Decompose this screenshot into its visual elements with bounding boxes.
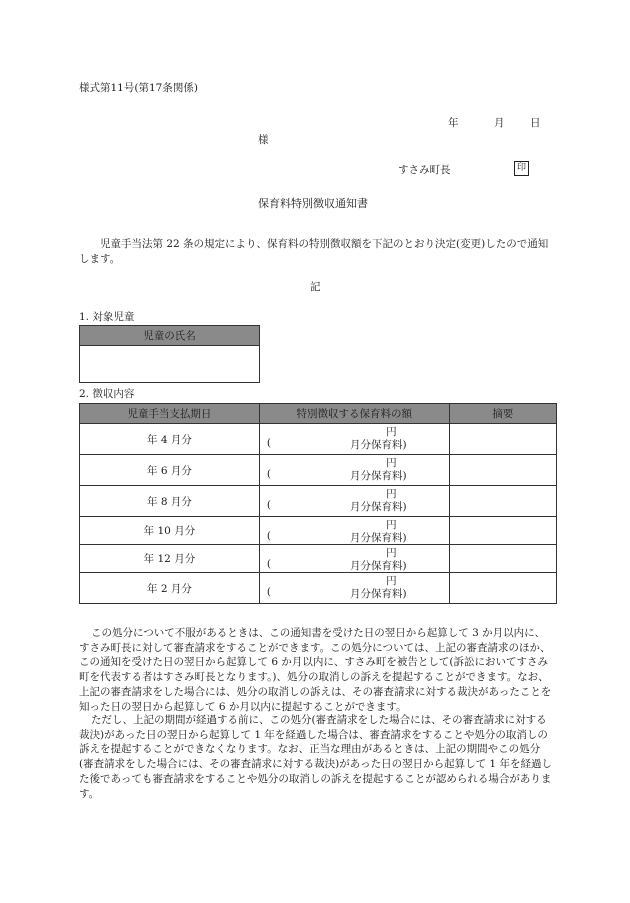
date-year-label: 年	[448, 117, 459, 129]
amount-cell[interactable]	[259, 573, 449, 604]
month-cell: 年 10 月分	[80, 517, 260, 545]
month-cell: 年 6 月分	[80, 455, 260, 486]
open-paren: (	[266, 586, 271, 598]
child-name-cell[interactable]	[80, 346, 260, 383]
month-fee-label: 月分保育料)	[350, 439, 407, 451]
open-paren: (	[266, 468, 271, 480]
month-cell: 年 8 月分	[80, 486, 260, 517]
amount-cell[interactable]	[259, 424, 449, 455]
yen-unit: 円	[386, 426, 397, 438]
col-amount: 特別徴収する保育料の額	[259, 404, 449, 424]
month-fee-label: 月分保育料)	[350, 532, 407, 544]
section1-heading: 1. 対象児童	[79, 311, 135, 323]
month-cell: 年 12 月分	[80, 545, 260, 573]
month-cell: 年 2 月分	[80, 573, 260, 604]
open-paren: (	[266, 530, 271, 542]
amount-cell[interactable]	[259, 486, 449, 517]
yen-unit: 円	[386, 488, 397, 500]
month-fee-label: 月分保育料)	[350, 560, 407, 572]
appeal-notice-paragraph: この処分について不服があるときは、この通知書を受けた日の翌日から起算して 3 か月以内に、すさみ町長に対して審査請求をすることができます。この処分については、上記の審査請求のほか、この通知を受けた日の翌日から起算して 6 か月以内に、すさみ町を被告として(訴訟においてすさみ町を代表する者はすさみ町長となります。)、処分の取消しの訴えを提起することができます。なお、上記の審査請求をした場合には、処分の取消しの訴えは、その審査請求に対する裁決があったことを知った日の翌日から起算して 6 か月以内に提起することができます。	[79, 627, 552, 713]
issuer-name: すさみ町長	[398, 164, 451, 176]
col-payment-date: 児童手当支払期日	[80, 404, 260, 424]
amount-cell[interactable]	[259, 545, 449, 573]
open-paren: (	[266, 558, 271, 570]
remarks-cell[interactable]	[449, 573, 556, 604]
table-row	[80, 455, 557, 486]
yen-unit: 円	[386, 457, 397, 469]
amount-cell[interactable]	[259, 455, 449, 486]
collection-table	[79, 403, 557, 604]
month-fee-label: 月分保育料)	[350, 501, 407, 513]
remarks-cell[interactable]	[449, 455, 556, 486]
table-row	[80, 517, 557, 545]
date-month-label: 月	[494, 117, 505, 129]
month-cell: 年 4 月分	[80, 424, 260, 455]
remarks-cell[interactable]	[449, 424, 556, 455]
amount-cell[interactable]	[259, 517, 449, 545]
open-paren: (	[266, 437, 271, 449]
yen-unit: 円	[386, 519, 397, 531]
yen-unit: 円	[386, 575, 397, 587]
remarks-cell[interactable]	[449, 517, 556, 545]
remarks-cell[interactable]	[449, 545, 556, 573]
table-row	[80, 424, 557, 455]
appeal-limit-paragraph: ただし、上記の期間が経過する前に、この処分(審査請求をした場合には、その審査請求に対する裁決)があった日の翌日から起算して 1 年を経過した場合は、審査請求をすることや処分の取消しの訴えを提起することができなくなります。なお、正当な理由があるときは、上記の期間やこの処分(審査請求をした場合には、その審査請求に対する裁決)があった日の翌日から起算して 1 年を経過した後であっても審査請求をすることや処分の取消しの訴えを提起することが認められる場合があります。	[79, 714, 552, 800]
ki-marker: 記	[310, 281, 321, 293]
document-title: 保育料特別徴収通知書	[258, 197, 368, 210]
col-remarks: 摘要	[449, 404, 556, 424]
addressee-suffix: 様	[258, 134, 269, 146]
table-row	[80, 545, 557, 573]
intro-text: 児童手当法第 22 条の規定により、保育料の特別徴収額を下記のとおり決定(変更)したので通知します。	[79, 238, 549, 265]
form-number: 様式第11号(第17条関係)	[79, 82, 198, 94]
month-fee-label: 月分保育料)	[350, 470, 407, 482]
table-row	[80, 573, 557, 604]
remarks-cell[interactable]	[449, 486, 556, 517]
seal-stamp: 印	[514, 161, 529, 176]
section2-heading: 2. 徴収内容	[79, 388, 135, 400]
table-row	[80, 486, 557, 517]
target-child-table	[79, 325, 260, 383]
month-fee-label: 月分保育料)	[350, 588, 407, 600]
child-name-header: 児童の氏名	[80, 326, 260, 346]
date-day-label: 日	[530, 117, 541, 129]
yen-unit: 円	[386, 547, 397, 559]
open-paren: (	[266, 499, 271, 511]
